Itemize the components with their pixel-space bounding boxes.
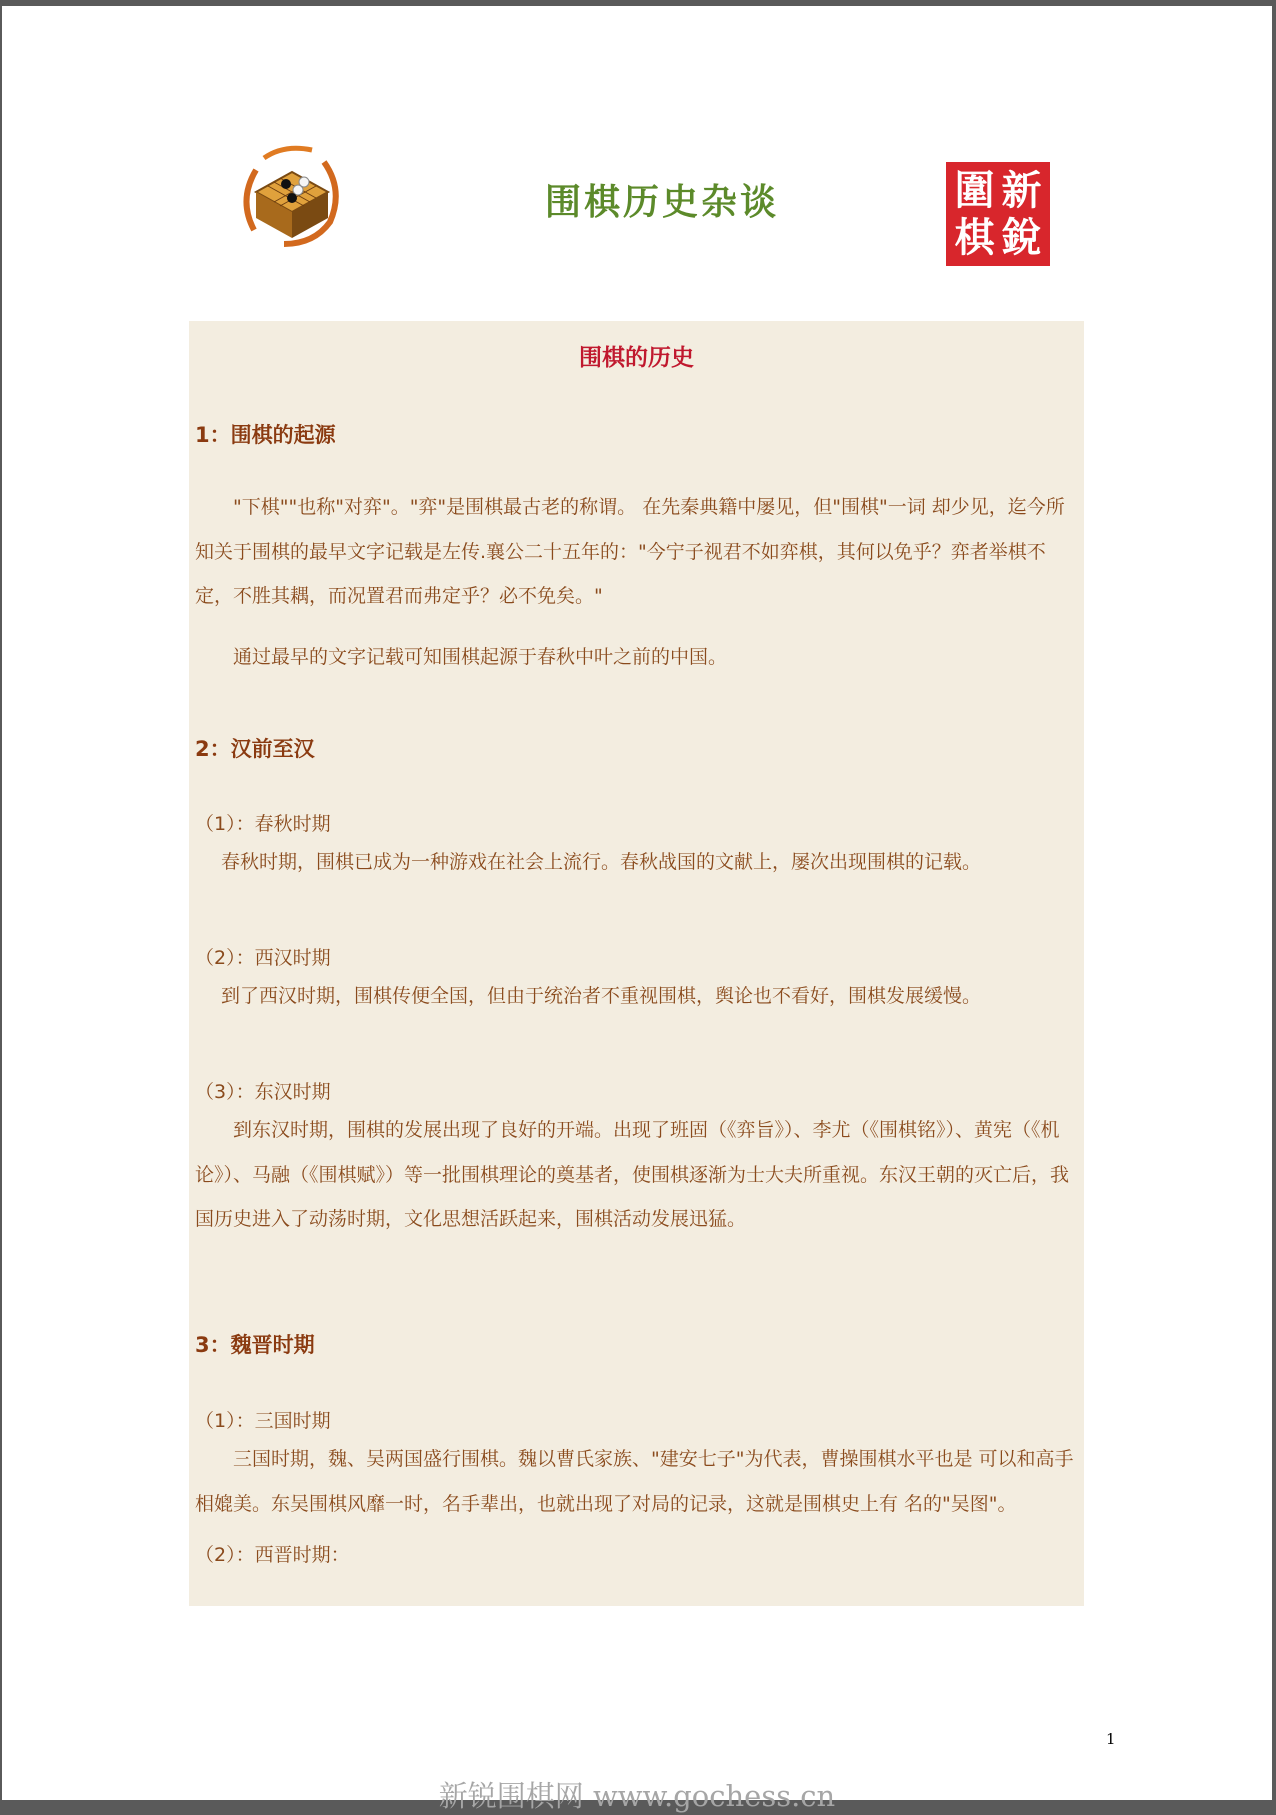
document-page <box>2 6 1272 1813</box>
section-heading-origin: 1：围棋的起源 <box>195 423 336 447</box>
subheading-sanguo: （1）：三国时期 <box>195 1410 331 1432</box>
paragraph-sanguo: 三国时期，魏、吴两国盛行围棋。魏以曹氏家族、"建安七子"为代表，曹操围棋水平也是 可以和高手相媲美。东吴围棋风靡一时，名手辈出，也就出现了对局的记录，这就是围棋史上有 名的"吴图"。 <box>195 1448 1074 1515</box>
section-heading-han: 2：汉前至汉 <box>195 737 315 761</box>
paragraph-origin-2: 通过最早的文字记载可知围棋起源于春秋中叶之前的中国。 <box>233 646 728 668</box>
paragraph-chunqiu: 春秋时期，围棋已成为一种游戏在社会上流行。春秋战国的文献上，屡次出现围棋的记载。 <box>221 851 982 873</box>
seal-char: 圍 <box>954 167 995 214</box>
subheading-xihan: （2）：西汉时期 <box>195 947 331 969</box>
paragraph-donghan: 到东汉时期，围棋的发展出现了良好的开端。出现了班固（《弈旨》）、李尤（《围棋铭》）、黄宪（《机论》）、马融（《围棋赋》）等一批围棋理论的奠基者，使围棋逐渐为士大夫所重视。东汉王朝的灭亡后，我国历史进入了动荡时期，文化思想活跃起来，围棋活动发展迅猛。 <box>195 1119 1070 1230</box>
paragraph-origin-1: "下棋""也称"对弈"。"弈"是围棋最古老的称谓。 在先秦典籍中屡见，但"围棋"一词 却少见，迄今所知关于围棋的最早文字记载是左传.襄公二十五年的："今宁子视君不如弈棋，其何以免乎？弈者举棋不定，不胜其耦，而况置君而弗定乎？必不免矣。" <box>195 496 1065 607</box>
article-title: 围棋的历史 <box>579 344 694 371</box>
document-header-title: 围棋历史杂谈 <box>544 181 779 223</box>
paragraph-xihan: 到了西汉时期，围棋传便全国，但由于统治者不重视围棋，舆论也不看好，围棋发展缓慢。 <box>221 985 982 1007</box>
go-board-logo-icon <box>234 140 346 252</box>
seal-char: 新 <box>1001 167 1042 214</box>
xinrui-seal-icon <box>946 162 1050 266</box>
subheading-chunqiu: （1）：春秋时期 <box>195 813 331 835</box>
seal-char: 棋 <box>954 214 995 261</box>
page-number: 1 <box>1106 1730 1116 1748</box>
article-content <box>189 321 1084 1606</box>
section-heading-weijin: 3：魏晋时期 <box>195 1333 315 1357</box>
seal-char: 銳 <box>1001 214 1042 261</box>
subheading-xijin: （2）：西晋时期： <box>195 1544 350 1566</box>
subheading-donghan: （3）：东汉时期 <box>195 1081 331 1103</box>
footer-website: 新锐围棋网 www.gochess.cn <box>438 1779 836 1813</box>
